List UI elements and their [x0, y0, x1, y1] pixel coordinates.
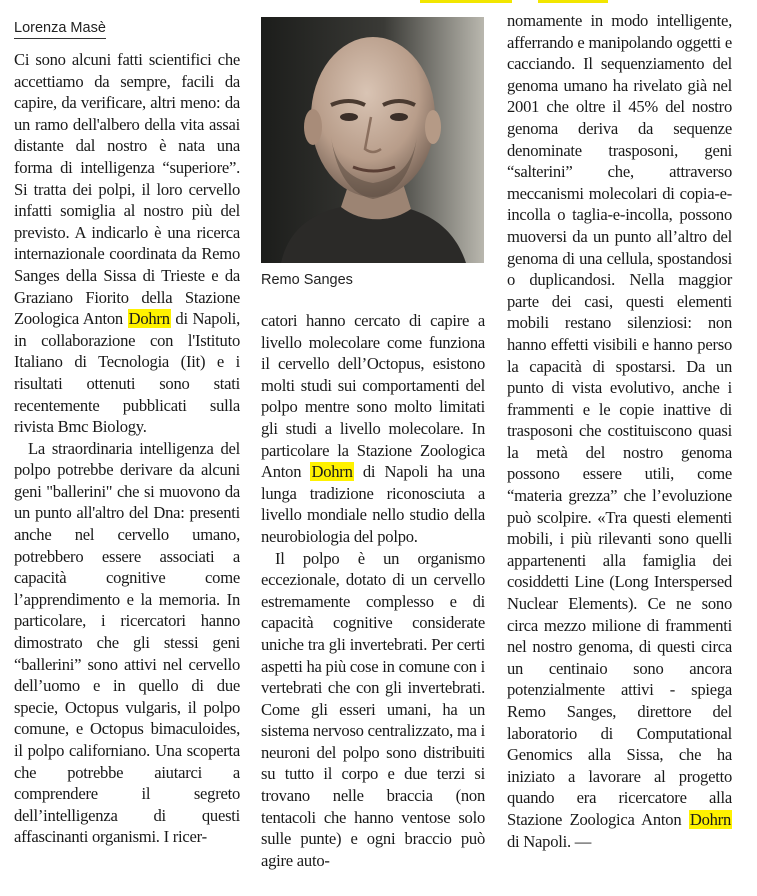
paragraph — [14, 438, 240, 848]
highlight-mark-top-1 — [420, 0, 512, 3]
article-column-2 — [261, 310, 485, 871]
author-photo — [261, 17, 484, 263]
highlighted-name: Dohrn — [689, 809, 731, 829]
column-2-text — [261, 310, 485, 871]
text-run: Ci sono alcuni fatti scientifici che accettiamo da sempre, facili da capire, da verificare, altri meno: da un ramo dell'albero della vita assai distante dal nostro è nata una forma di intelligenza “superiore”. Si tratta dei polpi, il loro cervello infatti somiglia al nostro più del previsto. A indicarlo è una ricerca internazionale coordinata da Remo Sanges della Sissa di Trieste e da Graziano Fiorito della Stazione Zoologica Anton — [14, 50, 240, 329]
text-run: di Napoli ha una lunga tradizione riconosciuta a livello mondiale nello studio della neurobiologia del polpo. — [261, 462, 485, 546]
text-run: nomamente in modo intelligente, afferrando e manipolando oggetti e cacciando. Il sequenziamento del genoma umano ha rivelato già nel 2001 che oltre il 45% del nostro genoma deriva da sequenze denominate trasposoni, geni “salterini” che, attraverso meccanismi molecolari di copia-e-incolla o taglia-e-incolla, possono muoversi da un punto all’altro del genoma di una cellula, spostandosi o duplicandosi. Nella maggior parte dei casi, questi elementi mobili restano silenziosi: non hanno effetti visibili e hanno perso la capacità di spostarsi. Da un punto di vista evolutivo, anche i frammenti e le copie inattive di trasposoni che costituiscono quasi la metà del nostro genoma possono essere utili, come “materia grezza” che l’evoluzione può scolpire. «Tra questi elementi mobili, i più rilevanti sono quelli appartenenti alla famiglia dei cosiddetti Line (Long Interspersed Nuclear Elements). Ce ne sono circa mezzo milione di frammenti nel nostro genoma, di questi circa un centinaio sono ancora potenzialmente attivi - spiega Remo Sanges, direttore del laboratorio di Computational Genomics alla Sissa, che ha iniziato a lavorare al progetto quando era ricercatore alla Stazione Zoologica Anton — [507, 11, 732, 829]
highlighted-name: Dohrn — [311, 462, 353, 482]
text-run: La straordinaria intelligenza del polpo potrebbe derivare da alcuni geni "ballerini" che si muovono da un punto all'altro del Dna: presenti anche nel cervello umano, potrebbero essere associati a capacità cognitive come l’apprendimento e la memoria. In particolare, i ricercatori hanno dimostrato che gli stessi geni “ballerini” sono attivi nel cervello dell’uomo e in quello di due specie, Octopus vulgaris, il polpo comune, e Octopus bimaculoides, il polpo californiano. Una scoperta che potrebbe aiutarci a comprendere il segreto dell’intelligenza di questi affascinanti organismi. I ricer- — [14, 438, 240, 847]
paragraph — [507, 10, 732, 852]
article-column-1 — [14, 0, 240, 848]
paragraph — [261, 310, 485, 548]
column-1-text — [14, 49, 240, 848]
column-3-text — [507, 10, 732, 852]
text-run: di Napoli, in collaborazione con l'Istituto Italiano di Tecnologia (Iit) e i risultati ottenuti sono stati recentemente pubblicati sulla rivista Bmc Biology. — [14, 309, 240, 437]
highlighted-name: Dohrn — [128, 309, 170, 329]
article-column-3 — [507, 10, 732, 852]
text-run: catori hanno cercato di capire a livello molecolare come funziona il cervello dell’Octopus, esistono molti studi sui comportamenti del polpo mentre sono molto limitati gli studi a livello molecolare. In particolare la Stazione Zoologica Anton — [261, 311, 485, 482]
text-run: Il polpo è un organismo eccezionale, dotato di un cervello estremamente complesso e di capacità cognitive considerate uniche tra gli invertebrati. Per certi aspetti ha più cose in comune con i vertebrati che con gli invertebrati. Come gli esseri umani, ha un sistema nervoso centralizzato, ma i neuroni del polpo sono distribuiti su tutto il corpo e due terzi si trovano nelle braccia (non tentacoli che hanno ventose solo sulle punte) e ogni braccio può agire auto- — [261, 548, 485, 870]
photo-caption: Remo Sanges — [261, 272, 353, 288]
portrait-illustration — [261, 17, 484, 263]
author-byline: Lorenza Masè — [14, 0, 106, 39]
paragraph — [14, 49, 240, 438]
paragraph — [261, 548, 485, 872]
highlight-mark-top-2 — [538, 0, 608, 3]
text-run: di Napoli. — — [507, 831, 592, 851]
